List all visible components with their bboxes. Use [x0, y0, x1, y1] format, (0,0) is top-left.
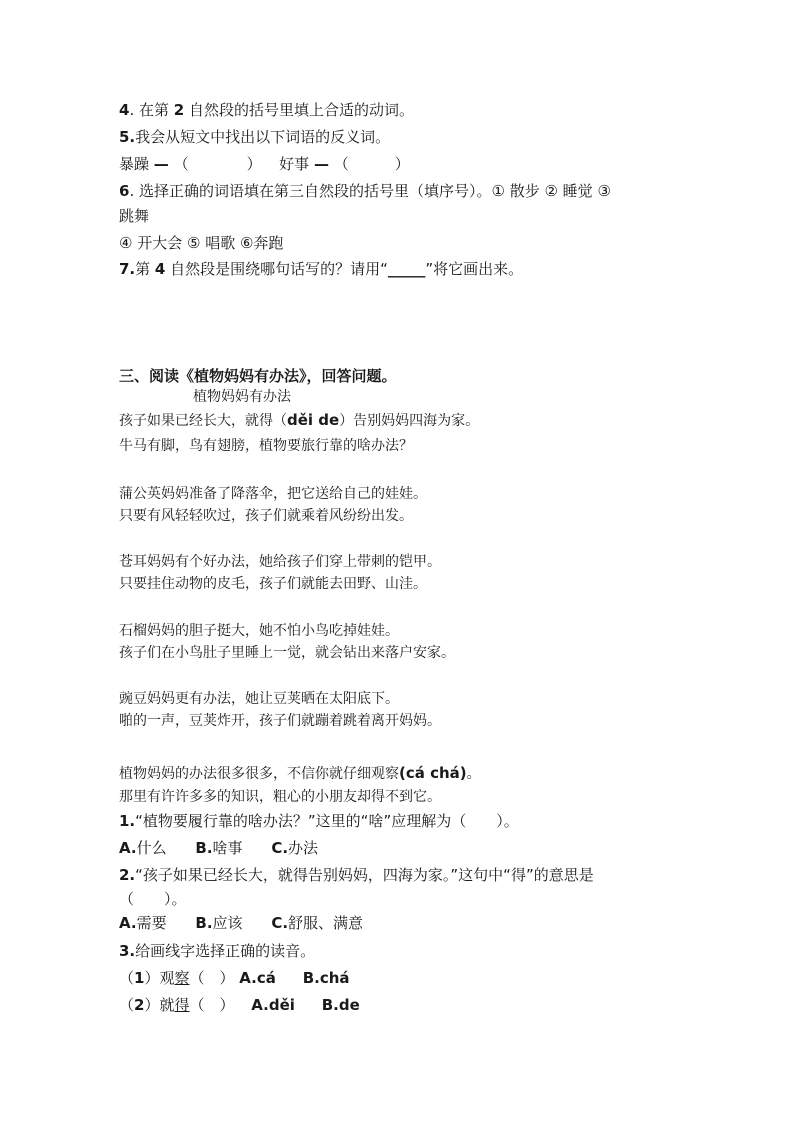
poem-line: 石榴妈妈的胆子挺大，她不怕小鸟吃掉娃娃。: [119, 623, 399, 639]
s3-question-3-item: （1）观察（ ） A.cá B.chá: [119, 969, 350, 987]
s3-question-2-continued: （ ）。: [119, 890, 187, 908]
question-6: 6. 选择正确的词语填在第三自然段的括号里（填序号）。① 散步 ② 睡觉 ③: [119, 182, 611, 200]
poem-line: 苍耳妈妈有个好办法，她给孩子们穿上带刺的铠甲。: [119, 554, 441, 570]
poem-line: 那里有许许多多的知识，粗心的小朋友却得不到它。: [119, 789, 441, 805]
poem-line: 蒲公英妈妈准备了降落伞，把它送给自己的娃娃。: [119, 486, 427, 502]
s3-question-2: 2.“孩子如果已经长大，就得告别妈妈，四海为家。”这句中“得”的意思是: [119, 866, 594, 884]
question-6-options: ④ 开大会 ⑤ 唱歌 ⑥奔跑: [119, 234, 284, 252]
section-3-heading: 三、阅读《植物妈妈有办法》，回答问题。: [119, 367, 397, 385]
poem-line: 植物妈妈的办法很多很多，不信你就仔细观察(cá chá)。: [119, 764, 481, 782]
poem-line: 牛马有脚，鸟有翅膀，植物要旅行靠的啥办法？: [119, 438, 413, 454]
s3-question-3-item: （2）就得（ ） A.děi B.de: [119, 996, 360, 1014]
question-5: 5.我会从短文中找出以下词语的反义词。: [119, 128, 391, 146]
poem-line: 孩子们在小鸟肚子里睡上一觉，就会钻出来落户安家。: [119, 645, 455, 661]
s3-question-1-options: A.什么 B.啥事 C.办法: [119, 839, 319, 857]
poem-line: 豌豆妈妈更有办法，她让豆荚晒在太阳底下。: [119, 691, 399, 707]
poem-line: 啪的一声，豆荚炸开，孩子们就蹦着跳着离开妈妈。: [119, 713, 441, 729]
poem-line: 只要挂住动物的皮毛，孩子们就能去田野、山洼。: [119, 576, 427, 592]
s3-question-2-options: A.需要 B.应该 C.舒服、满意: [119, 914, 364, 932]
question-6-continued: 跳舞: [119, 207, 150, 225]
question-4: 4. 在第 2 自然段的括号里填上合适的动词。: [119, 101, 414, 119]
s3-question-1: 1.“植物要履行靠的啥办法？”这里的“啥”应理解为（ ）。: [119, 812, 519, 830]
poem-line: 只要有风轻轻吹过，孩子们就乘着风纷纷出发。: [119, 508, 413, 524]
s3-question-3: 3.给画线字选择正确的读音。: [119, 942, 316, 960]
poem-title: 植物妈妈有办法: [193, 389, 291, 405]
question-7: 7.第 4 自然段是围绕哪句话写的？请用“_____”将它画出来。: [119, 260, 524, 278]
poem-line: 孩子如果已经长大，就得（děi de）告别妈妈四海为家。: [119, 411, 480, 429]
question-5-items: 暴躁 — （ ） 好事 — （ ）: [119, 155, 410, 173]
